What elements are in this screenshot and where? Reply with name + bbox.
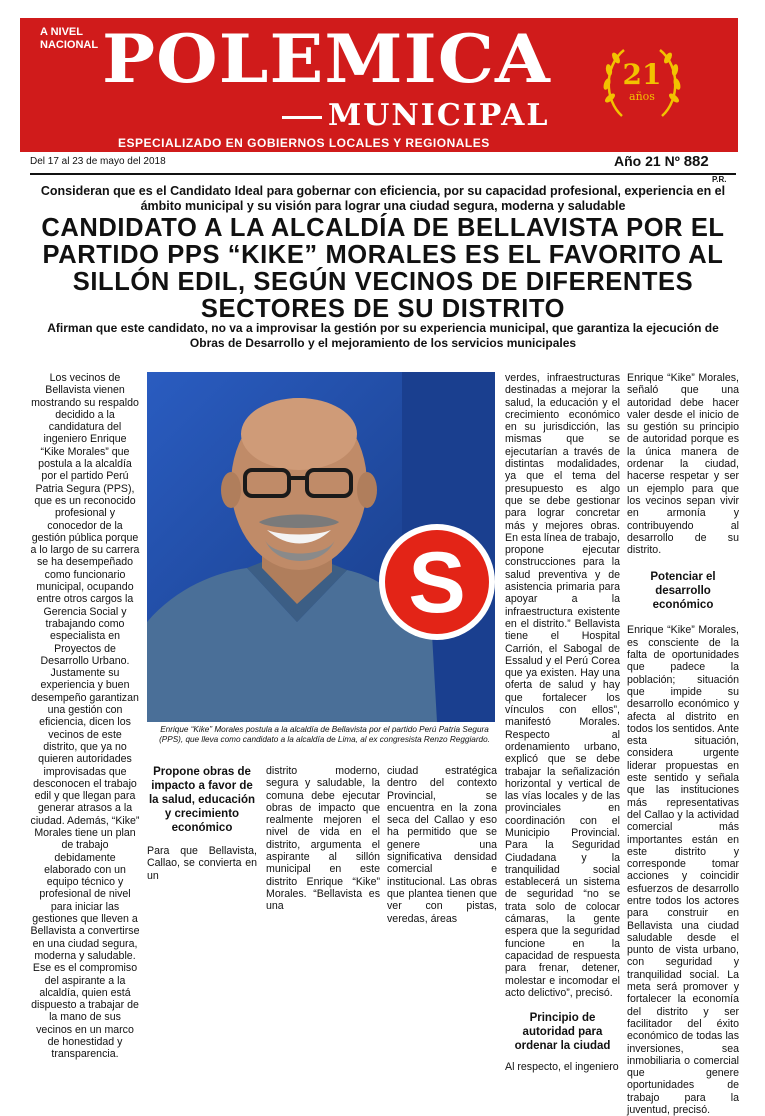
masthead-subtitle: MUNICIPAL (328, 98, 550, 133)
article-headline: CANDIDATO A LA ALCALDÍA DE BELLAVISTA POR EL PARTIDO PPS “KIKE” MORALES ES EL FAVORITO AL SILLÓN EDIL, SEGÚN VECINOS DE DIFERENTES SECTORES DE SU DISTRITO (41, 214, 725, 323)
paid-notice: P.R. (712, 175, 727, 184)
header-rule (30, 173, 736, 175)
subhead-desarrollo: Potenciar el desarrollo económico (650, 571, 716, 612)
article-column-1: Los vecinos de Bellavista vienen mostrando su respaldo decidido a la candidatura del ingeniero Enrique “Kike Morales” que postula a la alcaldía por el partido Perú Patria Segura (PPS), que es un reconocido profesional y conocedor de la gestión pública porque a lo largo de su carrera se ha desempeñado como funcionario municipal, ocupando entre otros cargos la Gerencia Social y trabajando como especialista en Proyectos de Desarrollo Urbano. Justamente su experiencia y buen desempeño garantizan una gestión con eficiencia, dicen los vecinos de este distrito, que ya no quieren autoridades improvisadas que desconocen el trabajo edil y que llegan para generar atrasos a la ciudad. Además, “Kike” Morales tiene un plan de trabajo debidamente elaborado con un equipo técnico y profesional de nivel para iniciar las gestiones que lleven a Bellavista a convertirse en una ciudad segura, moderna y saludable. Ese es el compromiso del aspirante a la alcaldía, quien está dispuesto a trabajar de la mano de sus vecinos en un marco de honestidad y transparencia. (30, 372, 140, 1061)
column-4-text: verdes, infraestructuras destinadas a mejorar la salud, la educación y el crecimiento económico en su jurisdicción, las mismas que se ejecutarían a través de distintas modalidades, ya que el tema del presupuesto es algo que se debe gestionar para lograr concretar más y mejores obras. En esta línea de trabajo, propone ejecutar construcciones para la salud preventiva y de asistencia primaria para apoyar a la infraestructura existente en el distrito.” Bellavista tiene el Hospital Carrión, el Sabogal de Essalud y el Perú Corea que ya existen. Hay una oferta de salud y hay que fortalecer los vínculos con ellos”, manifestó Morales. Respecto al ordenamiento urbano, explicó que se debe trabajar la señalización horizontal y vertical de las vías locales y de las provinciales en coordinación con el Municipio Provincial. Para la Seguridad Ciudadana y la tranquilidad social establecerá un sistema de seguridad “no se trata solo de colocar cámaras, la gente espera que la seguridad funcione en la capacidad de respuesta para frenar, detener, molestar e incomodar el acto delictivo”, precisó. (505, 372, 620, 999)
article-column-5 (627, 372, 739, 1116)
issue-number-label: Nº (664, 153, 680, 169)
article-deck: Afirman que este candidato, no va a improvisar la gestión por su experiencia municipal, que garantiza la ejecución de Obras de Desarrollo y el mejoramiento de los servicios municipales (47, 321, 719, 350)
subhead-autoridad: Principio de autoridad para ordenar la ciudad (514, 1012, 611, 1053)
masthead-divider (282, 116, 322, 119)
column-5-intro: Enrique “Kike” Morales, señaló que una autoridad debe hacer valer desde el inicio de su gestión su principio de autoridad porque es la única manera de ordenar la ciudad, hacerse respetar y ser un ejemplo para que los vecinos sepan vivir en armonía y contribuyendo al desarrollo de su distrito. (627, 372, 739, 557)
article-column-4 (505, 372, 620, 1073)
issue-year: Año 21 (614, 153, 661, 169)
issue-number (614, 153, 709, 170)
masthead (20, 18, 738, 152)
article-column-2 (147, 765, 257, 882)
issue-date: Del 17 al 23 de mayo del 2018 (30, 156, 166, 167)
column-2-text: Para que Bellavista, Callao, se convierta en un (147, 845, 257, 882)
article-column-3: distrito moderno, segura y saludable, la comuna debe ejecutar obras de impacto que realmente mejoren el nivel de vida en el distrito, argumenta el aspirante al sillón municipal en este distrito Enrique “Kike” Morales. “Bellavista es una (266, 765, 380, 913)
candidate-photo (147, 372, 495, 722)
candidate-portrait-image (147, 372, 495, 722)
subhead-obras: Propone obras de impacto a favor de la salud, educación y crecimiento económico (148, 766, 256, 834)
issue-number-value: 882 (683, 153, 709, 170)
anniversary-number: 21 (622, 58, 662, 91)
masthead-coverage: A NIVEL NACIONAL (40, 26, 99, 51)
article-column-4-bottom: ciudad estratégica dentro del contexto Provincial, se encuentra en la zona seca del Callao y eso ha permitido que se genere una significativa densidad comercial e institucional. Las obras que plantea tienen que ver con pistas, veredas, áreas (387, 765, 497, 925)
party-logo-letter: S (408, 535, 466, 631)
article-kicker: Consideran que es el Candidato Ideal para gobernar con eficiencia, por su capacidad profesional, experiencia en el ámbito municipal y su visión para lograr una ciudad segura, moderna y saludable (40, 184, 726, 213)
photo-caption: Enrique “Kike” Morales postula a la alcaldía de Bellavista por el partido Perú Patria Segura (PPS), que lleva como candidato a la alcaldía de Lima, al ex congresista Renzo Reggiardo. (159, 725, 490, 744)
anniversary-word: años (629, 90, 655, 103)
masthead-title: POLEMICA (102, 20, 551, 98)
column-5-text: Enrique “Kike” Morales, es consciente de la falta de oportunidades que padece la población; situación que impide su desarrollo económico y afecta al distrito en todos los sentidos. Ante esta situación, considera urgente liderar propuestas en este sentido y señala que las instituciones más representativas del Callao y la actividad comercial más importantes están en este distrito y corresponde tomar acciones y coincidir esfuerzos de desarrollo entre todos los actores para construir en Bellavista una ciudad saludable desde el punto de vista urbano, con seguridad y tranquilidad social. La meta será promover y fortalecer la economía del distrito y ser facilitador del éxito económico de todas las inversiones, sea inmobiliaria o comercial que genere oportunidades de trabajo para la juventud, precisó. (627, 624, 739, 1116)
masthead-tagline: ESPECIALIZADO EN GOBIERNOS LOCALES Y REGIONALES (118, 136, 490, 150)
column-4-tail: Al respecto, el ingeniero (505, 1061, 619, 1074)
